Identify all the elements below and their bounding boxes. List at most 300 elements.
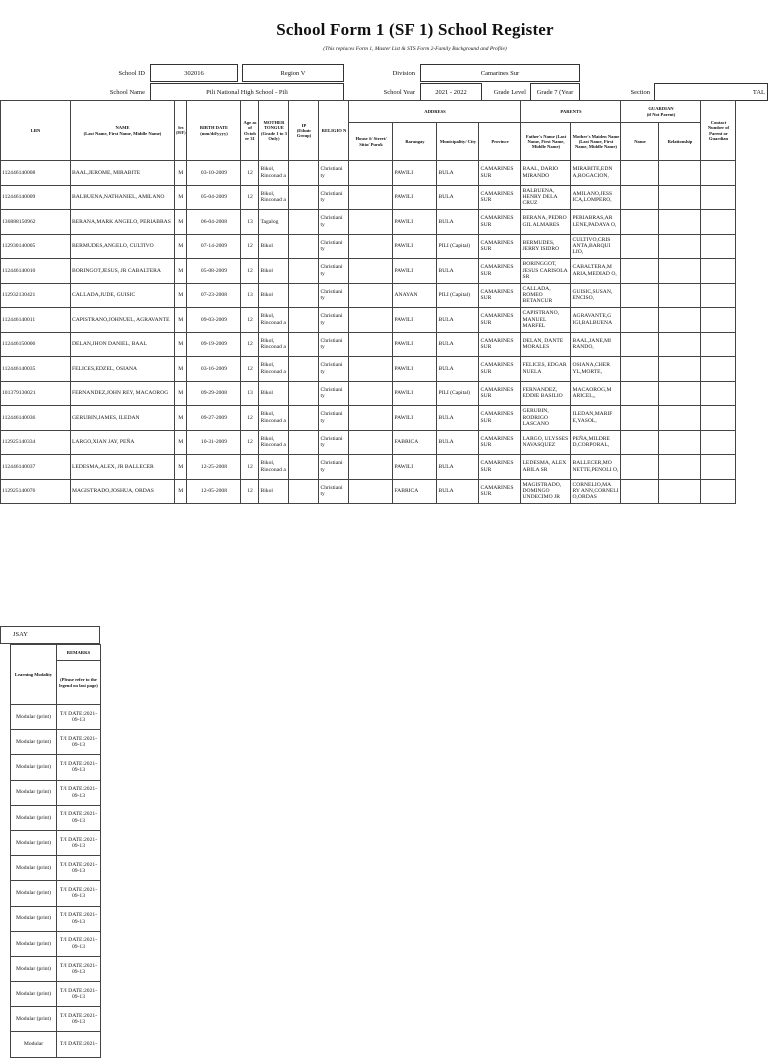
cell-lrn: 112925140076 (1, 479, 71, 504)
col-address: ADDRESS (349, 101, 521, 123)
cell-learning-modality: Modular (print) (11, 881, 57, 906)
table-row (11, 906, 101, 931)
cell-house (349, 357, 393, 382)
table-row (1, 381, 736, 406)
cell-mother-tongue: Bikol (259, 259, 289, 284)
cell-age: 13 (241, 381, 259, 406)
cell-municipality: BULA (437, 455, 479, 480)
cell-learning-modality: Modular (print) (11, 755, 57, 780)
table-row (1, 357, 736, 382)
cell-municipality: PILI (Capital) (437, 381, 479, 406)
cell-contact (701, 455, 736, 480)
cell-name: BERMUDES,ANGELO, CULTIVO (71, 234, 175, 259)
cell-name: DELAN,JHON DANIEL, BAAL (71, 332, 175, 357)
cell-mother: CABALTERA,M ARIA,MEDIAD O, (571, 259, 621, 284)
cell-province: CAMARINES SUR (479, 283, 521, 308)
region-value: Region V (242, 64, 344, 82)
cell-name: BORINGOT,JESUS, JR CABALTERA (71, 259, 175, 284)
cell-learning-modality: Modular (print) (11, 906, 57, 931)
cell-relationship (659, 381, 701, 406)
cell-sex: M (175, 185, 187, 210)
cell-lrn: 112446140008 (1, 161, 71, 186)
cell-relationship (659, 430, 701, 455)
col-parents: PARENTS (521, 101, 621, 123)
cell-sex: M (175, 161, 187, 186)
col-ip: IP (Ethnic Group) (289, 101, 319, 161)
cell-remarks: T/I DATE:2021- 09-13 (57, 755, 101, 780)
cell-mother: MACAOROG,M ARICEL,, (571, 381, 621, 406)
cell-contact (701, 283, 736, 308)
cell-house (349, 259, 393, 284)
table-row (1, 455, 736, 480)
col-name: NAME (Last Name, First Name, Middle Name) (71, 101, 175, 161)
cell-name: CAPISTRANO,JOHNUEL, AGRAVANTE (71, 308, 175, 333)
cell-lrn: 112446140010 (1, 259, 71, 284)
cell-father: BERANA, PEDRO GIL ALMARES (521, 210, 571, 235)
cell-lrn: 112932130421 (1, 283, 71, 308)
school-year-value: 2021 - 2022 (420, 83, 482, 101)
cell-name: FERNANDEZ,JOHN REY, MACAOROG (71, 381, 175, 406)
cell-guardian-name (621, 185, 659, 210)
table-row (11, 805, 101, 830)
cell-relationship (659, 185, 701, 210)
cell-learning-modality: Modular (print) (11, 805, 57, 830)
col-guardian-name: Name (621, 123, 659, 161)
grade-level-label: Grade Level (493, 89, 526, 96)
cell-remarks: T/I DATE:2021- 09-13 (57, 780, 101, 805)
cell-house (349, 210, 393, 235)
table-row (1, 308, 736, 333)
table-row (11, 730, 101, 755)
cell-sex: M (175, 479, 187, 504)
table-row (1, 332, 736, 357)
cell-ip (289, 234, 319, 259)
cell-contact (701, 332, 736, 357)
cell-guardian-name (621, 308, 659, 333)
cell-barangay: PAWILI (393, 381, 437, 406)
cell-birth-date: 06-04-2008 (187, 210, 241, 235)
col-mother: Mother's Maiden Name (Last Name, First Name, Middle Name) (571, 123, 621, 161)
cell-ip (289, 430, 319, 455)
cell-mother: CORNELIO,MA RY ANN,CORNELI O,ORDAS (571, 479, 621, 504)
cell-mother: CULTIVO,CRIS ANTA,BARQUI LIO, (571, 234, 621, 259)
cell-father: MAGISTRADO, DOMINGO UNDECIMO JR (521, 479, 571, 504)
cell-remarks: T/I DATE:2021- 09-13 (57, 730, 101, 755)
col-sex: Sex (M/F) (175, 101, 187, 161)
col-province: Province (479, 123, 521, 161)
cell-ip (289, 259, 319, 284)
cell-sex: M (175, 234, 187, 259)
table-row (11, 881, 101, 906)
cell-name: GERUBIN,JAMES, ILEDAN (71, 406, 175, 431)
cell-guardian-name (621, 455, 659, 480)
cell-father: BORINGGOT, JESUS CARISOLA SR (521, 259, 571, 284)
cell-contact (701, 308, 736, 333)
cell-age: 12 (241, 479, 259, 504)
table-row (11, 705, 101, 730)
col-house: House #/ Street/ Sitio/ Purok (349, 123, 393, 161)
cell-barangay: PAWILI (393, 332, 437, 357)
col-father: Father's Name (Last Name, First Name, Middle Name) (521, 123, 571, 161)
cell-house (349, 185, 393, 210)
table-row (11, 856, 101, 881)
cell-father: LEDESMA, ALEX ABILA SR (521, 455, 571, 480)
table-row (1, 430, 736, 455)
section-value: TAL (654, 83, 768, 101)
cell-learning-modality: Modular (print) (11, 856, 57, 881)
cell-barangay: PAWILI (393, 357, 437, 382)
cell-guardian-name (621, 283, 659, 308)
col-mother-tongue: MOTHER TONGUE (Grade 1 to 3 Only) (259, 101, 289, 161)
table-row (11, 755, 101, 780)
cell-municipality: BULA (437, 259, 479, 284)
cell-remarks: T/I DATE:2021- 09-13 (57, 705, 101, 730)
cell-municipality: BULA (437, 332, 479, 357)
cell-mother-tongue: Tagalog (259, 210, 289, 235)
cell-age: 12 (241, 234, 259, 259)
table-row (1, 210, 736, 235)
cell-remarks: T/I DATE:2021- 09-13 (57, 956, 101, 981)
cell-birth-date: 09-29-2008 (187, 381, 241, 406)
cell-learning-modality: Modular (print) (11, 956, 57, 981)
cell-barangay: PAWILI (393, 234, 437, 259)
cut-cell: JSAY (0, 626, 100, 644)
col-remarks: REMARKS (57, 645, 101, 661)
cell-lrn: 112930140005 (1, 234, 71, 259)
cell-sex: M (175, 210, 187, 235)
cell-mother: OSIANA,CHER YL,MORTE, (571, 357, 621, 382)
cell-lrn: 112446140009 (1, 185, 71, 210)
cell-house (349, 332, 393, 357)
cell-religion: Christiani ty (319, 381, 349, 406)
cell-province: CAMARINES SUR (479, 308, 521, 333)
cell-house (349, 283, 393, 308)
cell-province: CAMARINES SUR (479, 455, 521, 480)
cell-relationship (659, 210, 701, 235)
cell-father: LARGO, ULYSSES NAVASQUEZ (521, 430, 571, 455)
table-row (1, 185, 736, 210)
cell-father: FERNANDEZ, EDDIE BASILIO (521, 381, 571, 406)
cell-birth-date: 10-31-2009 (187, 430, 241, 455)
cell-relationship (659, 259, 701, 284)
cell-sex: M (175, 406, 187, 431)
cell-guardian-name (621, 332, 659, 357)
cell-name: CALLADA,JUDE, GUISIC (71, 283, 175, 308)
cell-learning-modality: Modular (11, 1032, 57, 1057)
col-learning-modality: Learning Modality (11, 645, 57, 705)
cell-barangay: PAWILI (393, 210, 437, 235)
cell-age: 12 (241, 332, 259, 357)
cell-contact (701, 210, 736, 235)
table-row (11, 780, 101, 805)
cell-relationship (659, 283, 701, 308)
cell-father: BERMUDES, JERRY ISIDRO (521, 234, 571, 259)
cell-remarks: T/I DATE:2021- 09-13 (57, 931, 101, 956)
table-row (11, 830, 101, 855)
cell-mother: ILEDAN,MARIF E,YASOL, (571, 406, 621, 431)
table-row (1, 161, 736, 186)
cell-ip (289, 210, 319, 235)
cell-religion: Christiani ty (319, 430, 349, 455)
cell-remarks: T/I DATE:2021- 09-13 (57, 906, 101, 931)
cell-house (349, 479, 393, 504)
cell-municipality: PILI (Capital) (437, 283, 479, 308)
remarks-table (10, 644, 101, 1058)
cell-mother: MIRABITE,EDN A,ROGACION, (571, 161, 621, 186)
cell-barangay: PAWILI (393, 185, 437, 210)
school-year-label: School Year (383, 89, 415, 96)
cell-house (349, 430, 393, 455)
division-value: Camarines Sur (420, 64, 580, 82)
cell-remarks: T/I DATE:2021- 09-13 (57, 830, 101, 855)
cell-father: CALLADA, ROMEO BETANCUR (521, 283, 571, 308)
cell-mother-tongue: Bikol (259, 381, 289, 406)
cell-age: 13 (241, 210, 259, 235)
cell-birth-date: 07-23-2008 (187, 283, 241, 308)
cell-learning-modality: Modular (print) (11, 1007, 57, 1032)
col-religion: RELIGIO N (319, 101, 349, 161)
cell-age: 12 (241, 406, 259, 431)
cell-name: FELICES,EDZEL, OSIANA (71, 357, 175, 382)
cell-birth-date: 07-14-2009 (187, 234, 241, 259)
cell-municipality: BULA (437, 479, 479, 504)
cell-guardian-name (621, 430, 659, 455)
cell-sex: M (175, 381, 187, 406)
cell-lrn: 136888150962 (1, 210, 71, 235)
cell-father: CAPISTRANO, MANUEL MARFEL (521, 308, 571, 333)
cell-province: CAMARINES SUR (479, 259, 521, 284)
col-barangay: Barangay (393, 123, 437, 161)
cell-contact (701, 357, 736, 382)
cell-barangay: FABRICA (393, 430, 437, 455)
cell-house (349, 455, 393, 480)
cell-guardian-name (621, 381, 659, 406)
cell-sex: M (175, 455, 187, 480)
cell-house (349, 308, 393, 333)
table-row (1, 234, 736, 259)
cell-guardian-name (621, 357, 659, 382)
cell-barangay: ANAYAN (393, 283, 437, 308)
cell-birth-date: 12-25-2008 (187, 455, 241, 480)
cell-ip (289, 455, 319, 480)
cell-remarks: T/I DATE:2021- 09-13 (57, 805, 101, 830)
cell-religion: Christiani ty (319, 259, 349, 284)
cell-ip (289, 357, 319, 382)
cell-province: CAMARINES SUR (479, 406, 521, 431)
col-age: Age as of Octob er 31 (241, 101, 259, 161)
cell-name: LEDESMA,ALEX, JR BALLECER (71, 455, 175, 480)
cell-contact (701, 479, 736, 504)
cell-mother: PEÑA,MILDRE D,CORPORAL, (571, 430, 621, 455)
cell-religion: Christiani ty (319, 357, 349, 382)
table-row (11, 982, 101, 1007)
cell-learning-modality: Modular (print) (11, 931, 57, 956)
col-relationship: Relationship (659, 123, 701, 161)
cell-house (349, 406, 393, 431)
grade-level-value: Grade 7 (Year (530, 83, 580, 101)
cell-birth-date: 05-08-2009 (187, 259, 241, 284)
cell-province: CAMARINES SUR (479, 234, 521, 259)
cell-contact (701, 259, 736, 284)
table-row (11, 931, 101, 956)
cell-province: CAMARINES SUR (479, 185, 521, 210)
cell-remarks: T/I DATE:2021- 09-13 (57, 856, 101, 881)
cell-birth-date: 09-03-2009 (187, 308, 241, 333)
school-id-label: School ID (118, 70, 145, 77)
col-municipality: Municipality/ City (437, 123, 479, 161)
cell-birth-date: 12-05-2008 (187, 479, 241, 504)
cell-contact (701, 185, 736, 210)
cell-guardian-name (621, 259, 659, 284)
col-birth-date: BIRTH DATE (mm/dd/yyyy) (187, 101, 241, 161)
cell-religion: Christiani ty (319, 332, 349, 357)
cell-mother: BAAL,JANE,MI RANDO, (571, 332, 621, 357)
table-row (1, 479, 736, 504)
cell-remarks: T/I DATE:2021- 09-13 (57, 1007, 101, 1032)
cell-guardian-name (621, 161, 659, 186)
cell-age: 12 (241, 185, 259, 210)
cell-house (349, 381, 393, 406)
cell-ip (289, 308, 319, 333)
cell-mother: AGRAVANTE,G IGI,BALBUENA (571, 308, 621, 333)
cell-relationship (659, 357, 701, 382)
cell-mother-tongue: Bikol, Rinconad a (259, 161, 289, 186)
cell-religion: Christiani ty (319, 283, 349, 308)
col-contact: Contact Number of Parent or Guardian (701, 101, 736, 161)
cell-mother-tongue: Bikol, Rinconad a (259, 455, 289, 480)
cell-mother: PERIABRAS,AR LENE,PADAYA O, (571, 210, 621, 235)
cell-sex: M (175, 430, 187, 455)
cell-ip (289, 283, 319, 308)
register-table (0, 100, 736, 504)
cell-contact (701, 161, 736, 186)
cell-birth-date: 03-10-2009 (187, 161, 241, 186)
cell-municipality: PILI (Capital) (437, 234, 479, 259)
cell-name: LARGO,XIAN JAY, PEÑA (71, 430, 175, 455)
col-lrn: LRN (1, 101, 71, 161)
cell-lrn: 112446140036 (1, 406, 71, 431)
cell-father: GERUBIN, RODRIGO LASCANO (521, 406, 571, 431)
cell-mother-tongue: Bikol, Rinconad a (259, 308, 289, 333)
section-label: Section (630, 89, 650, 96)
cell-ip (289, 406, 319, 431)
cell-province: CAMARINES SUR (479, 332, 521, 357)
cell-relationship (659, 308, 701, 333)
cell-lrn: 112446140037 (1, 455, 71, 480)
school-name-label: School Name (109, 89, 145, 96)
table-row (11, 1007, 101, 1032)
cell-birth-date: 09-27-2009 (187, 406, 241, 431)
cell-guardian-name (621, 234, 659, 259)
cell-religion: Christiani ty (319, 185, 349, 210)
cell-province: CAMARINES SUR (479, 161, 521, 186)
table-row (11, 956, 101, 981)
cell-name: BAAL,JEROME, MIRABITE (71, 161, 175, 186)
cell-ip (289, 381, 319, 406)
cell-ip (289, 332, 319, 357)
cell-barangay: PAWILI (393, 161, 437, 186)
cell-mother-tongue: Bikol, Rinconad a (259, 332, 289, 357)
cell-birth-date: 05-04-2009 (187, 185, 241, 210)
cell-religion: Christiani ty (319, 479, 349, 504)
cell-mother-tongue: Bikol (259, 283, 289, 308)
cell-learning-modality: Modular (print) (11, 780, 57, 805)
cell-mother-tongue: Bikol (259, 479, 289, 504)
cell-municipality: BULA (437, 210, 479, 235)
cell-municipality: BULA (437, 308, 479, 333)
cell-lrn: 112446140035 (1, 357, 71, 382)
cell-father: FELICES, EDGAR NUELA (521, 357, 571, 382)
cell-religion: Christiani ty (319, 308, 349, 333)
cell-age: 13 (241, 283, 259, 308)
cell-municipality: BULA (437, 430, 479, 455)
cell-religion: Christiani ty (319, 161, 349, 186)
cell-name: BERANA,MARK ANGELO, PERIABRAS (71, 210, 175, 235)
table-row (11, 1032, 101, 1057)
table-row (1, 259, 736, 284)
cell-province: CAMARINES SUR (479, 479, 521, 504)
cell-learning-modality: Modular (print) (11, 982, 57, 1007)
cell-age: 12 (241, 259, 259, 284)
cell-contact (701, 234, 736, 259)
cell-contact (701, 381, 736, 406)
cell-mother: BALLECER,MO NETTE,PENOLI O, (571, 455, 621, 480)
cell-religion: Christiani ty (319, 234, 349, 259)
cell-mother-tongue: Bikol (259, 234, 289, 259)
cell-age: 12 (241, 430, 259, 455)
school-name-value: Pili National High School - Pili (150, 83, 344, 101)
cell-remarks: T/I DATE:2021- 09-13 (57, 881, 101, 906)
cell-ip (289, 161, 319, 186)
cell-mother-tongue: Bikol, Rinconad a (259, 185, 289, 210)
cell-religion: Christiani ty (319, 455, 349, 480)
cell-age: 12 (241, 455, 259, 480)
cell-ip (289, 479, 319, 504)
cell-age: 12 (241, 357, 259, 382)
cell-relationship (659, 455, 701, 480)
cell-contact (701, 406, 736, 431)
cell-relationship (659, 406, 701, 431)
school-id-value: 302016 (150, 64, 238, 82)
cell-age: 12 (241, 308, 259, 333)
cell-mother: AMILANO,JESS ICA,LOMPERO, (571, 185, 621, 210)
cell-religion: Christiani ty (319, 406, 349, 431)
cell-sex: M (175, 308, 187, 333)
cell-barangay: FABRICA (393, 479, 437, 504)
cell-learning-modality: Modular (print) (11, 705, 57, 730)
cell-name: BALBUENA,NATHANIEL, AMILANO (71, 185, 175, 210)
cell-religion: Christiani ty (319, 210, 349, 235)
cell-ip (289, 185, 319, 210)
cell-sex: M (175, 332, 187, 357)
cell-house (349, 161, 393, 186)
cell-province: CAMARINES SUR (479, 430, 521, 455)
cell-sex: M (175, 259, 187, 284)
cell-relationship (659, 479, 701, 504)
cell-father: BALBUENA, HENRY DELA CRUZ (521, 185, 571, 210)
cell-lrn: 112925140334 (1, 430, 71, 455)
cell-municipality: BULA (437, 357, 479, 382)
cell-remarks: T/I DATE:2021- 09-13 (57, 982, 101, 1007)
cell-sex: M (175, 357, 187, 382)
cell-municipality: BULA (437, 406, 479, 431)
cell-guardian-name (621, 479, 659, 504)
cell-relationship (659, 332, 701, 357)
cell-father: BAAL, DARIO MIRANDO (521, 161, 571, 186)
cell-father: DELAN, DANTE MORALES (521, 332, 571, 357)
table-row (1, 406, 736, 431)
cell-province: CAMARINES SUR (479, 210, 521, 235)
